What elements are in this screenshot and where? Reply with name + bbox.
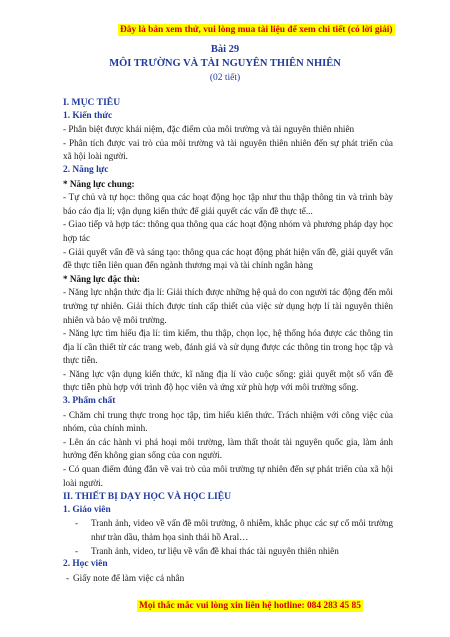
lesson-number: Bài 29 [210, 44, 240, 55]
list-item [63, 572, 393, 586]
paragraph: - Có quan điểm đúng đắn về vai trò của môi trường tự nhiên đến sự phát triển của xã hội loài người. [63, 464, 393, 488]
subheading-teacher: 1. Giáo viên [63, 504, 111, 515]
section-heading-objectives: I. MỤC TIÊU [63, 97, 121, 108]
paragraph: - Tự chủ và tự học: thông qua các hoạt động học tập như thu thập thông tin và trình bày báo cáo địa lí; vận dụng kiến thức để giải quyết các vấn đề thực tế... [63, 192, 393, 216]
paragraph: - Phân tích được vai trò của môi trường và tài nguyên thiên nhiên đến sự phát triển của xã hội loài người. [63, 137, 393, 162]
subheading-qualities: 3. Phẩm chất [63, 396, 116, 407]
list-dash: - [75, 545, 79, 556]
section-heading-equipment: II. THIẾT BỊ DẠY HỌC VÀ HỌC LIỆU [63, 491, 232, 503]
lesson-duration: (02 tiết) [209, 73, 241, 83]
list-dash: - [66, 572, 70, 583]
list-item-text: Tranh ảnh, video về vấn đề môi trường, ô nhiễm, khắc phục các sự cố môi trường như tràn dầu, thảm họa sinh thái hồ Aral… [91, 518, 393, 542]
subheading-specific-competence: * Năng lực đặc thù: [63, 273, 140, 284]
paragraph: - Năng lực nhận thức địa lí: Giải thích được những hệ quả do con người tác động đến môi trường tự nhiên. Giải thích được tính cấp thiết của việc sử dụng hợp lí tài nguyên thiên nhiên và bảo vệ môi trường. [63, 287, 393, 325]
paragraph: - Chăm chỉ trung thực trong học tập, tìm hiểu kiến thức. Trách nhiệm với công việc của nhóm, của chính mình. [63, 409, 393, 434]
paragraph: - Năng lực tìm hiểu địa lí: tìm kiếm, thu thập, chọn lọc, hệ thống hóa được các thông tin địa lí cần thiết từ các trang web, đánh giá và sử dụng được các thông tin trong học tập và thực tiễn. [63, 328, 393, 366]
subheading-general-competence: * Năng lực chung: [63, 178, 135, 189]
paragraph: - Giao tiếp và hợp tác: thông qua thông qua các hoạt động nhóm và phương pháp dạy học hợp tác [63, 219, 393, 243]
lesson-title: MÔI TRƯỜNG VÀ TÀI NGUYÊN THIÊN NHIÊN [109, 58, 341, 69]
list-item [63, 545, 393, 559]
list-item-text: Giấy note để làm việc cá nhân [73, 572, 185, 583]
paragraph: - Lên án các hành vi phá hoại môi trường, làm thất thoát tài nguyên quốc gia, làm ảnh hưởng đến không gian sống của con người. [63, 436, 393, 461]
document-body [63, 96, 393, 585]
preview-banner: Đây là bản xem thử, vui lòng mua tài liệu để xem chi tiết (có lời giải) [120, 25, 393, 35]
list-dash: - [75, 518, 79, 529]
paragraph: - Năng lực vận dụng kiến thức, kĩ năng địa lí vào cuộc sống: giải quyết một số vấn đề thực tiễn phù hợp với trình độ học viên và ứng xử phù hợp với môi trường sống. [63, 368, 393, 393]
paragraph: - Giải quyết vấn đề và sáng tạo: thông qua các hoạt động phát hiện vấn đề, giải quyết vấn đề thực tiễn liên quan đến ngành thương mại và tài chính ngân hàng [63, 246, 393, 271]
hotline-footer: Mọi thắc mắc vui lòng xin liên hệ hotline: 084 283 45 85 [139, 601, 361, 611]
subheading-knowledge: 1. Kiến thức [63, 110, 113, 121]
subheading-competence: 2. Năng lực [63, 164, 109, 175]
subheading-student: 2. Học viên [63, 559, 108, 570]
list-item [63, 517, 393, 544]
paragraph: - Phân biệt được khái niệm, đặc điểm của môi trường và tài nguyên thiên nhiên [63, 124, 355, 135]
list-item-text: Tranh ảnh, video, tư liệu về vấn đề khai thác tài nguyên thiên nhiên [91, 545, 339, 556]
